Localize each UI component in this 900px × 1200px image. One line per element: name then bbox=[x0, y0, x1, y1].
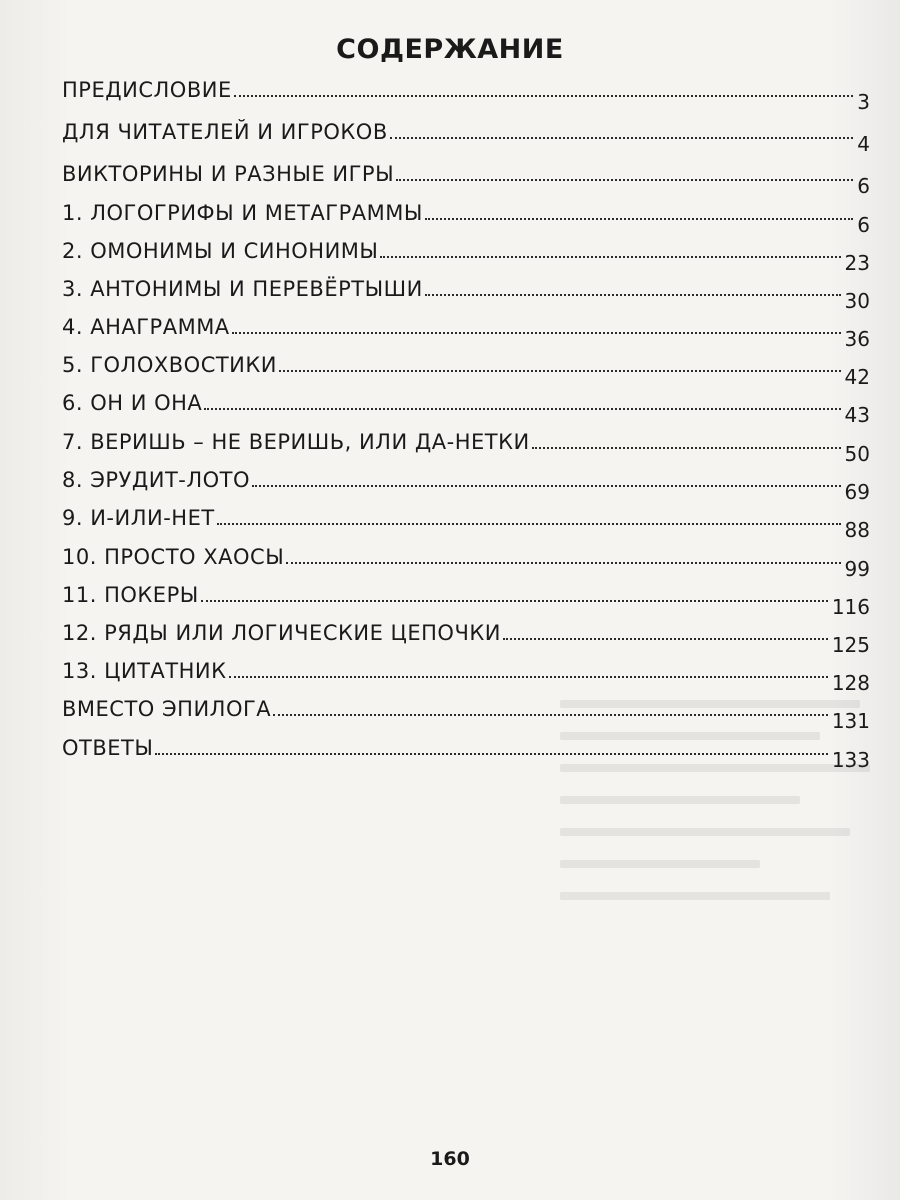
leader-dots bbox=[425, 294, 841, 296]
toc-entry-page: 131 bbox=[831, 709, 870, 733]
leader-dots bbox=[201, 600, 828, 602]
toc-entry-title: 12. РЯДЫ ИЛИ ЛОГИЧЕСКИЕ ЦЕПОЧКИ bbox=[62, 621, 501, 645]
leader-dots bbox=[380, 256, 840, 258]
toc-entry-page: 6 bbox=[857, 213, 870, 237]
leader-dots bbox=[390, 137, 854, 139]
leader-dots bbox=[252, 485, 841, 487]
toc-entry-page: 133 bbox=[831, 748, 870, 772]
page-number: 160 bbox=[430, 1148, 470, 1170]
leader-dots bbox=[232, 332, 841, 334]
leader-dots bbox=[217, 523, 841, 525]
toc-entry[interactable] bbox=[62, 422, 870, 466]
toc-entry[interactable] bbox=[62, 269, 870, 313]
toc-entry-page: 125 bbox=[831, 633, 870, 657]
toc-entry[interactable] bbox=[62, 193, 870, 237]
toc-entry-title: 3. АНТОНИМЫ И ПЕРЕВЁРТЫШИ bbox=[62, 277, 423, 301]
toc-entry[interactable] bbox=[62, 537, 870, 581]
toc-entry-title: 6. ОН И ОНА bbox=[62, 391, 203, 415]
toc-entry-page: 36 bbox=[844, 327, 870, 351]
leader-dots bbox=[204, 408, 840, 410]
toc-entry-page: 116 bbox=[831, 595, 870, 619]
leader-dots bbox=[425, 218, 853, 220]
leader-dots bbox=[286, 562, 840, 564]
toc-entry-title: 8. ЭРУДИТ-ЛОТО bbox=[62, 468, 251, 492]
leader-dots bbox=[155, 753, 827, 755]
toc-entry-title: ПРЕДИСЛОВИЕ bbox=[62, 78, 232, 102]
leader-dots bbox=[279, 370, 841, 372]
leader-dots bbox=[532, 447, 841, 449]
toc-heading: СОДЕРЖАНИЕ bbox=[336, 34, 564, 65]
toc-entry[interactable] bbox=[62, 460, 870, 504]
toc-entry-page: 88 bbox=[844, 518, 870, 542]
toc-entry-title: 9. И-ИЛИ-НЕТ bbox=[62, 506, 215, 530]
leader-dots bbox=[234, 95, 854, 97]
leader-dots bbox=[396, 179, 853, 181]
toc-entry-title: 13. ЦИТАТНИК bbox=[62, 659, 227, 683]
toc-entry-page: 50 bbox=[844, 442, 870, 466]
toc-entry-page: 3 bbox=[857, 90, 870, 114]
toc-entry-title: ВИКТОРИНЫ И РАЗНЫЕ ИГРЫ bbox=[62, 162, 395, 186]
toc-entry-title: ОТВЕТЫ bbox=[62, 736, 154, 760]
leader-dots bbox=[273, 714, 828, 716]
toc-entry-page: 43 bbox=[844, 403, 870, 427]
leader-dots bbox=[229, 676, 828, 678]
toc-entry-title: 7. ВЕРИШЬ – НЕ ВЕРИШЬ, ИЛИ ДА-НЕТКИ bbox=[62, 430, 530, 454]
toc-entry[interactable] bbox=[62, 613, 870, 657]
toc-entry[interactable] bbox=[62, 112, 870, 156]
toc-entry-title: ДЛЯ ЧИТАТЕЛЕЙ И ИГРОКОВ bbox=[62, 120, 388, 144]
toc-entry[interactable] bbox=[62, 383, 870, 427]
leader-dots bbox=[503, 638, 828, 640]
toc-entry-page: 69 bbox=[844, 480, 870, 504]
toc-entry[interactable] bbox=[62, 689, 870, 733]
toc-entry[interactable] bbox=[62, 307, 870, 351]
toc-entry-title: 5. ГОЛОХВОСТИКИ bbox=[62, 353, 278, 377]
toc-entry[interactable] bbox=[62, 575, 870, 619]
toc-entry-page: 42 bbox=[844, 365, 870, 389]
toc-entry[interactable] bbox=[62, 651, 870, 695]
toc-entry-page: 23 bbox=[844, 251, 870, 275]
toc-entry-page: 128 bbox=[831, 671, 870, 695]
toc-entry[interactable] bbox=[62, 498, 870, 542]
toc-entry-page: 99 bbox=[844, 557, 870, 581]
toc-entry[interactable] bbox=[62, 728, 870, 772]
toc-entry-page: 6 bbox=[857, 174, 870, 198]
toc-entry-page: 30 bbox=[844, 289, 870, 313]
toc-entry-title: 11. ПОКЕРЫ bbox=[62, 583, 199, 607]
toc-entry-title: 4. АНАГРАММА bbox=[62, 315, 230, 339]
toc-entry[interactable] bbox=[62, 231, 870, 275]
toc-entry[interactable] bbox=[62, 345, 870, 389]
toc-entry-title: 1. ЛОГОГРИФЫ И МЕТАГРАММЫ bbox=[62, 201, 423, 225]
toc-entry[interactable] bbox=[62, 70, 870, 114]
toc-entry-title: 2. ОМОНИМЫ И СИНОНИМЫ bbox=[62, 239, 379, 263]
toc-entry[interactable] bbox=[62, 154, 870, 198]
toc-entry-title: 10. ПРОСТО ХАОСЫ bbox=[62, 545, 285, 569]
toc-entry-page: 4 bbox=[857, 132, 870, 156]
toc-entry-title: ВМЕСТО ЭПИЛОГА bbox=[62, 697, 272, 721]
